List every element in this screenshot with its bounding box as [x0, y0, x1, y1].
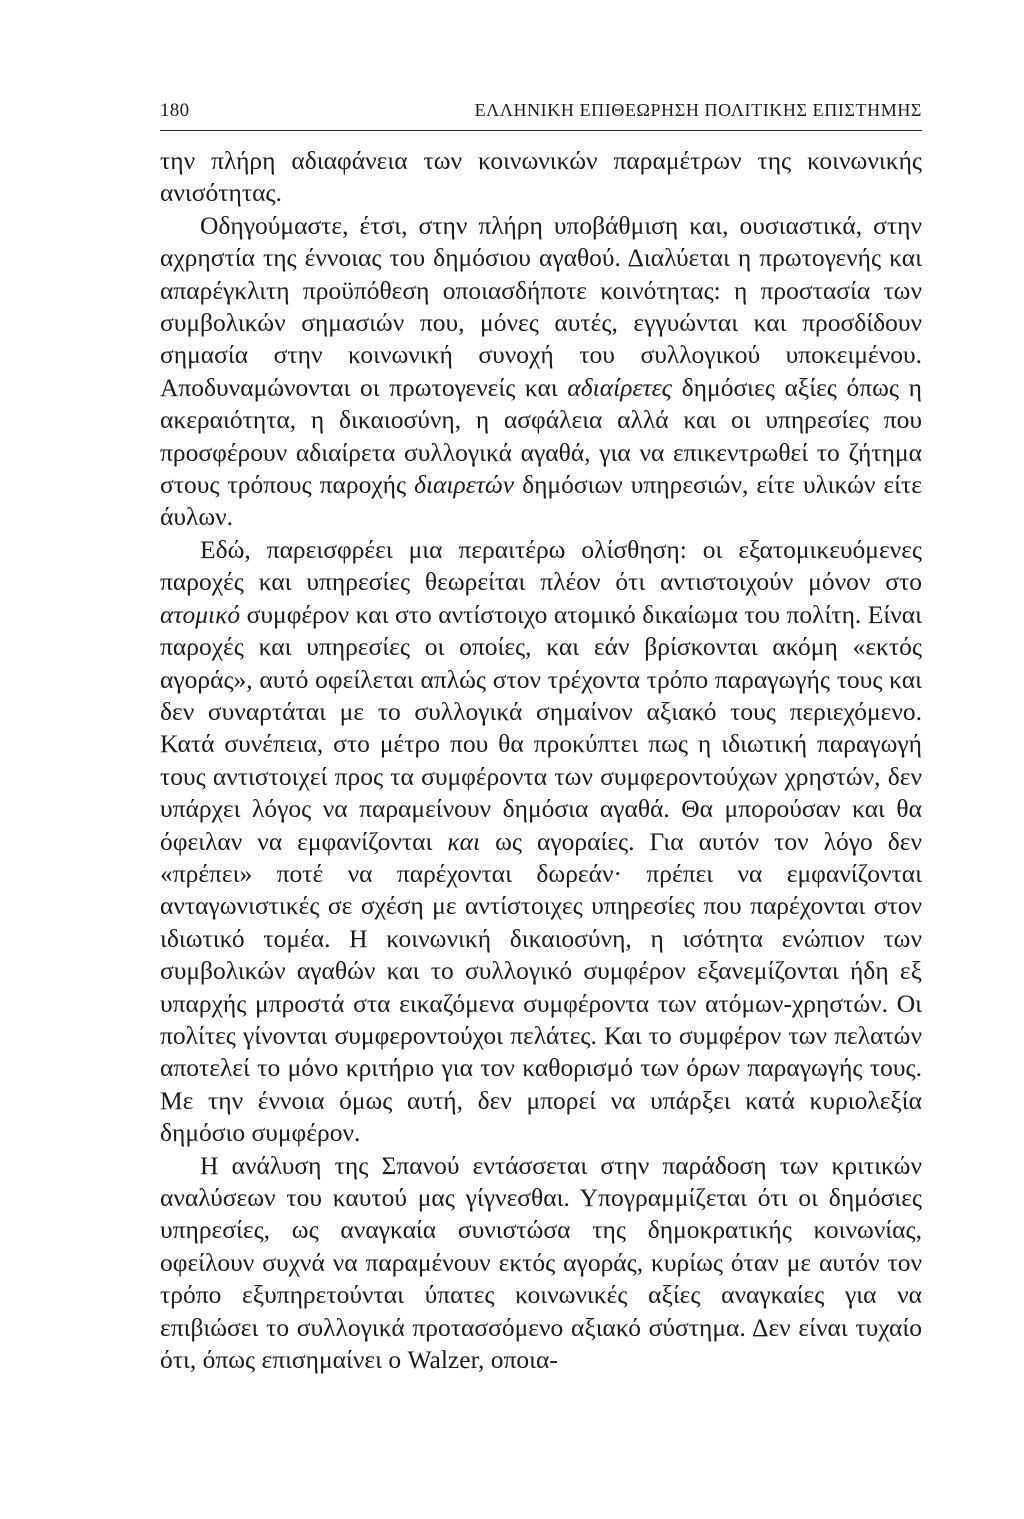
text-run: δημόσιες αξίες όπως η ακεραιότητα, η δικαιοσύνη, η ασφάλεια αλλά και οι υπηρεσίες που προσφέρουν αδιαίρετα συλλογικά αγαθά, για να επικεντρωθεί το ζήτημα στους τρόπους παροχής	[160, 372, 922, 500]
italic-text: αδιαίρετες	[567, 372, 673, 402]
text-run: δημόσιων υπηρεσιών, είτε υλικών είτε άυλων.	[160, 470, 922, 532]
italic-text: και	[447, 826, 481, 856]
paragraph	[160, 534, 922, 1150]
journal-title: ΕΛΛΗΝΙΚΗ ΕΠΙΘΕΩΡΗΣΗ ΠΟΛΙΤΙΚΗΣ ΕΠΙΣΤΗΜΗΣ	[474, 100, 922, 120]
paragraph	[160, 210, 922, 534]
text-run: ως αγοραίες. Για αυτόν τον λόγο δεν «πρέπει» ποτέ να παρέχονται δωρεάν· πρέπει να εμφανίζονται ανταγωνιστικές σε σχέση με αντίστοιχες υπηρεσίες που παρέχονται στον ιδιωτικό τομέα. Η κοινωνική δικαιοσύνη, η ισότητα ενώπιον των συμβολικών αγαθών και το συλλογικό συμφέρον εξανεμίζονται ήδη εξ υπαρχής μπροστά στα εικαζόμενα συμφέροντα των ατόμων-χρηστών. Οι πολίτες γίνονται συμφεροντούχοι πελάτες. Και το συμφέρον των πελατών αποτελεί το μόνο κριτήριο για τον καθορισμό των όρων παραγωγής τους. Με την έννοια όμως αυτή, δεν μπορεί να υπάρξει κατά κυριολεξία δημόσιο συμφέρον.	[160, 826, 922, 1148]
text-run: Εδώ, παρεισφρέει μια περαιτέρω ολίσθηση: οι εξατομικευόμενες παροχές και υπηρεσίες θεωρείται πλέον ότι αντιστοιχούν μόνον στο	[160, 534, 922, 597]
book-page	[160, 96, 922, 1376]
italic-text: ατομικό	[160, 599, 241, 629]
paragraph	[160, 145, 922, 210]
paragraph	[160, 1150, 922, 1377]
text-run: Οδηγούμαστε, έτσι, στην πλήρη υποβάθμιση και, ουσιαστικά, στην αχρηστία της έννοιας του δημόσιου αγαθού. Διαλύεται η πρωτογενής και απαρέγκλιτη προϋπόθεση οποιασδήποτε κοινότητας: η προστασία των συμβολικών σημασιών που, μόνες αυτές, εγγυώνται και προσδίδουν σημασία στην κοινωνική συνοχή του συλλογικού υποκειμένου. Αποδυναμώνονται οι πρωτογενείς και	[160, 210, 922, 402]
text-run: Η ανάλυση της Σπανού εντάσσεται στην παράδοση των κριτικών αναλύσεων του καυτού μας γίγνεσθαι. Υπογραμμίζεται ότι οι δημόσιες υπηρεσίες, ως αναγκαία συνιστώσα της δημοκρατικής κοινωνίας, οφείλουν συχνά να παραμένουν εκτός αγοράς, κυρίως όταν με αυτόν τον τρόπο εξυπηρετούνται ύπατες κοινωνικές αξίες αναγκαίες για να επιβιώσει το συλλογικά προτασσόμενο αξιακό σύστημα. Δεν είναι τυχαίο ότι, όπως επισημαίνει ο Walzer, οποια-	[160, 1150, 922, 1375]
text-run: συμφέρον και στο αντίστοιχο ατομικό δικαίωμα του πολίτη. Είναι παροχές και υπηρεσίες οι οποίες, και εάν βρίσκονται ακόμη «εκτός αγοράς», αυτό οφείλεται απλώς στον τρέχοντα τρόπο παραγωγής τους και δεν συναρτάται με το συλλογικά σημαίνον αξιακό τους περιεχόμενο. Κατά συνέπεια, στο μέτρο που θα προκύπτει πως η ιδιωτική παραγωγή τους αντιστοιχεί προς τα συμφέροντα των συμφεροντούχων χρηστών, δεν υπάρχει λόγος να παραμείνουν δημόσια αγαθά. Θα μπορούσαν και θα όφειλαν να εμφανίζονται	[160, 599, 922, 856]
running-header	[160, 96, 922, 131]
italic-text: διαιρετών	[414, 470, 515, 500]
body-text	[160, 145, 922, 1376]
text-run: την πλήρη αδιαφάνεια των κοινωνικών παραμέτρων της κοινωνικής ανισότητας.	[160, 146, 922, 208]
page-number: 180	[160, 100, 190, 121]
